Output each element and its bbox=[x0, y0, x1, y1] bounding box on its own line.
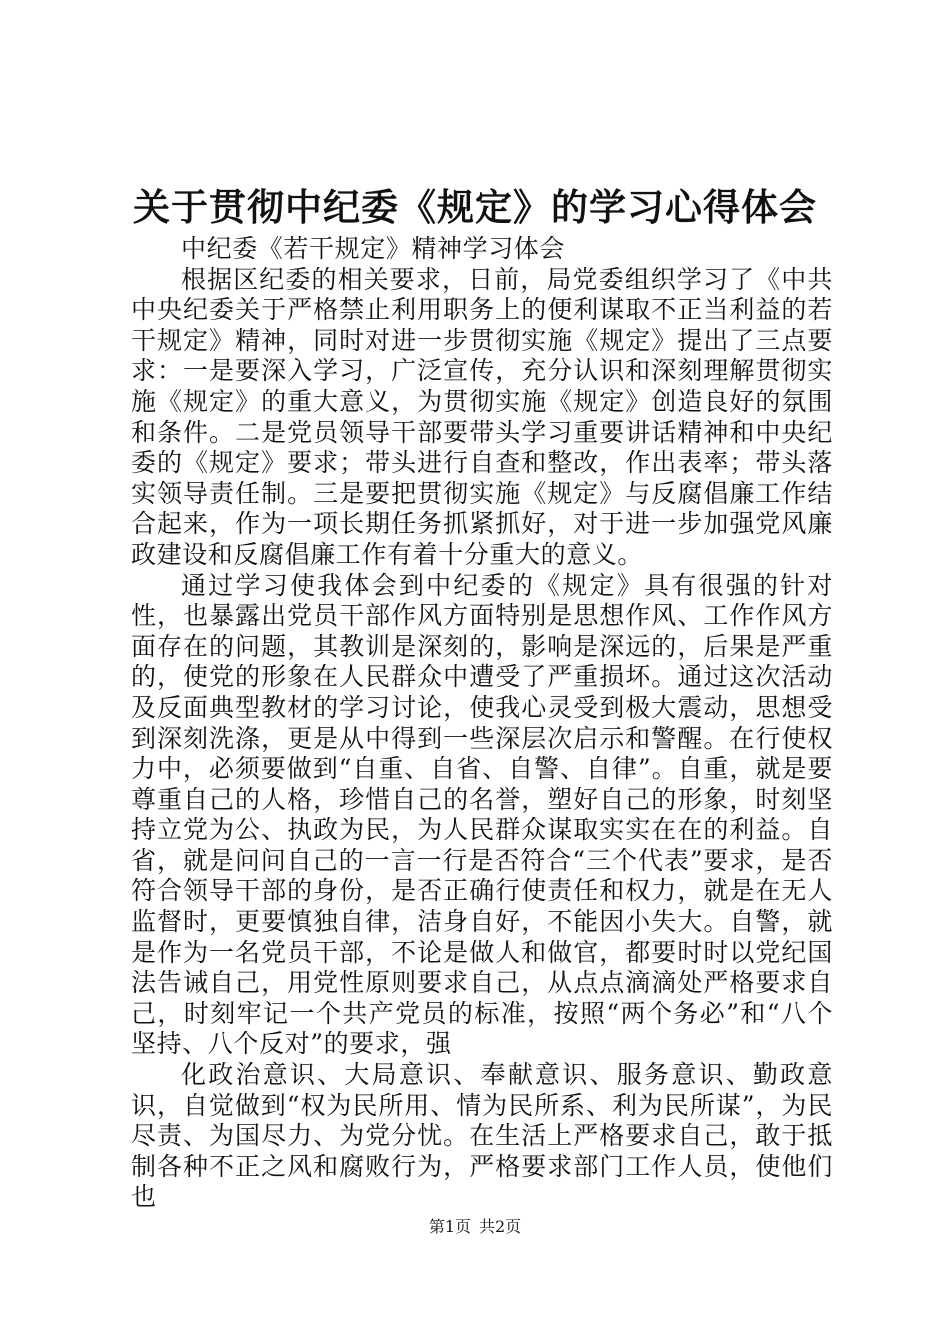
page-total: 共2页 bbox=[479, 1217, 522, 1236]
page-footer bbox=[0, 1216, 950, 1238]
paragraph-subtitle: 中纪委《若干规定》精神学习体会 bbox=[181, 234, 566, 263]
paragraph-3: 化政治意识、大局意识、奉献意识、服务意识、勤政意识，自觉做到“权为民所用、情为民所系、利为民所谋”，为民尽责、为国尽力、为党分忧。在生活上严格要求自己，敢于抵制各种不正之风和腐败行为，严格要求部门工作人员，使他们也 bbox=[131, 1060, 833, 1212]
paragraph-1: 根据区纪委的相关要求，日前，局党委组织学习了《中共中央纪委关于严格禁止利用职务上的便利谋取不正当利益的若干规定》精神，同时对进一步贯彻实施《规定》提出了三点要求：一是要深入学习，广泛宣传，充分认识和深刻理解贯彻实施《规定》的重大意义，为贯彻实施《规定》创造良好的氛围和条件。二是党员领导干部要带头学习重要讲话精神和中央纪委的《规定》要求；带头进行自查和整改，作出表率；带头落实领导责任制。三是要把贯彻实施《规定》与反腐倡廉工作结合起来，作为一项长期任务抓紧抓好，对于进一步加强党风廉政建设和反腐倡廉工作有着十分重大的意义。 bbox=[131, 264, 833, 569]
page-number: 第1页 bbox=[428, 1217, 471, 1236]
paragraph-2: 通过学习使我体会到中纪委的《规定》具有很强的针对性，也暴露出党员干部作风方面特别是思想作风、工作作风方面存在的问题，其教训是深刻的，影响是深远的，后果是严重的，使党的形象在人民群众中遭受了严重损坏。通过这次活动及反面典型教材的学习讨论，使我心灵受到极大震动，思想受到深刻洗涤，更是从中得到一些深层次启示和警醒。在行使权力中，必须要做到“自重、自省、自警、自律”。自重，就是要尊重自己的人格，珍惜自己的名誉，塑好自己的形象，时刻坚持立党为公、执政为民，为人民群众谋取实实在在的利益。自省，就是问问自己的一言一行是否符合“三个代表”要求，是否符合领导干部的身份，是否正确行使责任和权力，就是在无人监督时，更要慎独自律，洁身自好，不能因小失大。自警，就是作为一名党员干部，不论是做人和做官，都要时时以党纪国法告诫自己，用党性原则要求自己，从点点滴滴处严格要求自己，时刻牢记一个共产党员的标准，按照“两个务必”和“八个坚持、八个反对”的要求，强 bbox=[131, 570, 833, 1059]
document-title: 关于贯彻中纪委《规定》的学习心得体会 bbox=[133, 186, 817, 229]
document-body bbox=[131, 234, 833, 1213]
